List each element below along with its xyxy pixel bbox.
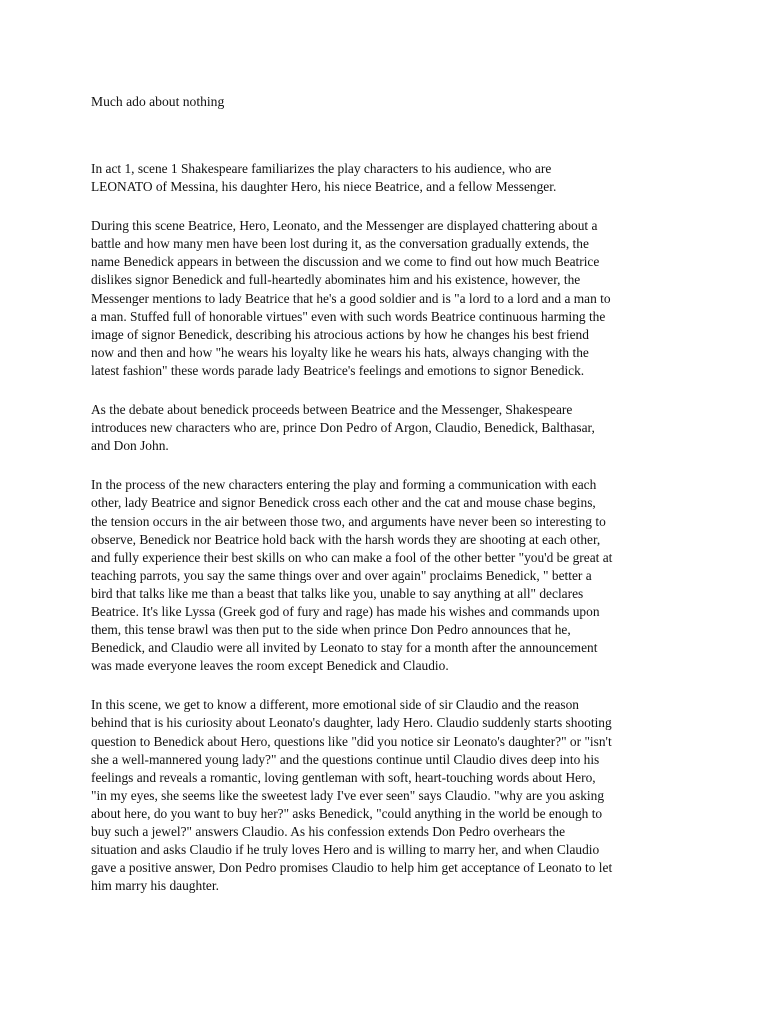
paragraph-line: battle and how many men have been lost during it, as the conversation gradually extends, the [91,236,589,252]
paragraph-line: gave a positive answer, Don Pedro promises Claudio to help him get acceptance of Leonato to let [91,860,613,876]
paragraph-line: and fully experience their best skills on who can make a fool of the other better "you'd be great at [91,549,613,565]
paragraph-line: the tension occurs in the air between those two, and arguments have never been so interesting to [91,513,606,529]
document-title: Much ado about nothing [91,94,225,109]
paragraph-line: bird that talks like me than a beast that talks like you, unable to say anything at all" declares [91,585,584,601]
paragraph-line: feelings and reveals a romantic, loving gentleman with soft, heart-touching words about Hero, [91,769,596,785]
paragraph-line: a man. Stuffed full of honorable virtues" even with such words Beatrice continuous harming the [91,308,606,324]
paragraph-line: teaching parrots, you say the same things over and over again" proclaims Benedick, " better a [91,567,592,583]
paragraph [91,696,691,895]
paragraph-line: him marry his daughter. [91,878,219,894]
paragraph-line: behind that is his curiosity about Leonato's daughter, lady Hero. Claudio suddenly starts shooting [91,715,612,731]
paragraph-line: In the process of the new characters entering the play and forming a communication with each [91,477,597,493]
paragraph-line: observe, Benedick nor Beatrice hold back with the harsh words they are shooting at each other, [91,531,601,547]
paragraph-line: As the debate about benedick proceeds between Beatrice and the Messenger, Shakespeare [91,402,573,418]
document-body [91,160,691,916]
paragraph-line: Benedick, and Claudio were all invited by Leonato to stay for a month after the announcement [91,640,598,656]
paragraph [91,476,691,675]
paragraph-line: buy such a jewel?" answers Claudio. As his confession extends Don Pedro overhears the [91,824,566,839]
paragraph-line: situation and asks Claudio if he truly loves Hero and is willing to marry her, and when Claudio [91,842,600,858]
paragraph-line: name Benedick appears in between the discussion and we come to find out how much Beatrice [91,254,600,270]
paragraph-line: them, this tense brawl was then put to the side when prince Don Pedro announces that he, [91,622,571,638]
paragraph-line: dislikes signor Benedick and full-heartedly abominates him and his existence, however, the [91,272,581,288]
paragraph-line: about here, do you want to buy her?" asks Benedick, "could anything in the world be enough to [91,805,603,821]
paragraph-line: latest fashion" these words parade lady Beatrice's feelings and emotions to signor Benedick. [91,362,585,378]
paragraph-line: question to Benedick about Hero, questions like "did you notice sir Leonato's daughter?" or "isn't [91,733,612,749]
paragraph [91,217,691,380]
paragraph-line: was made everyone leaves the room except Benedick and Claudio. [91,658,449,674]
paragraph-line: and Don John. [91,438,169,454]
paragraph-line: other, lady Beatrice and signor Benedick cross each other and the cat and mouse chase begins, [91,495,596,511]
paragraph-line: "in my eyes, she seems like the sweetest lady I've ever seen" says Claudio. "why are you asking [91,787,605,803]
paragraph-line: Beatrice. It's like Lyssa (Greek god of fury and rage) has made his wishes and commands upon [91,603,600,619]
paragraph-line: she a well-mannered young lady?" and the questions continue until Claudio dives deep into his [91,751,600,767]
paragraph-line: now and then and how "he wears his loyalty like he wears his hats, always changing with the [91,344,589,360]
paragraph [91,160,691,196]
paragraph-line: In this scene, we get to know a different, more emotional side of sir Claudio and the reason [91,697,580,713]
paragraph-line: introduces new characters who are, prince Don Pedro of Argon, Claudio, Benedick, Balthasar, [91,420,595,436]
paragraph-line: LEONATO of Messina, his daughter Hero, his niece Beatrice, and a fellow Messenger. [91,179,557,195]
paragraph-line: During this scene Beatrice, Hero, Leonato, and the Messenger are displayed chattering about a [91,218,598,234]
paragraph-line: image of signor Benedick, describing his atrocious actions by how he changes his best friend [91,326,589,342]
paragraph-line: In act 1, scene 1 Shakespeare familiarizes the play characters to his audience, who are [91,161,552,176]
paragraph-line: Messenger mentions to lady Beatrice that he's a good soldier and is "a lord to a lord and a man to [91,290,611,306]
paragraph [91,401,691,455]
